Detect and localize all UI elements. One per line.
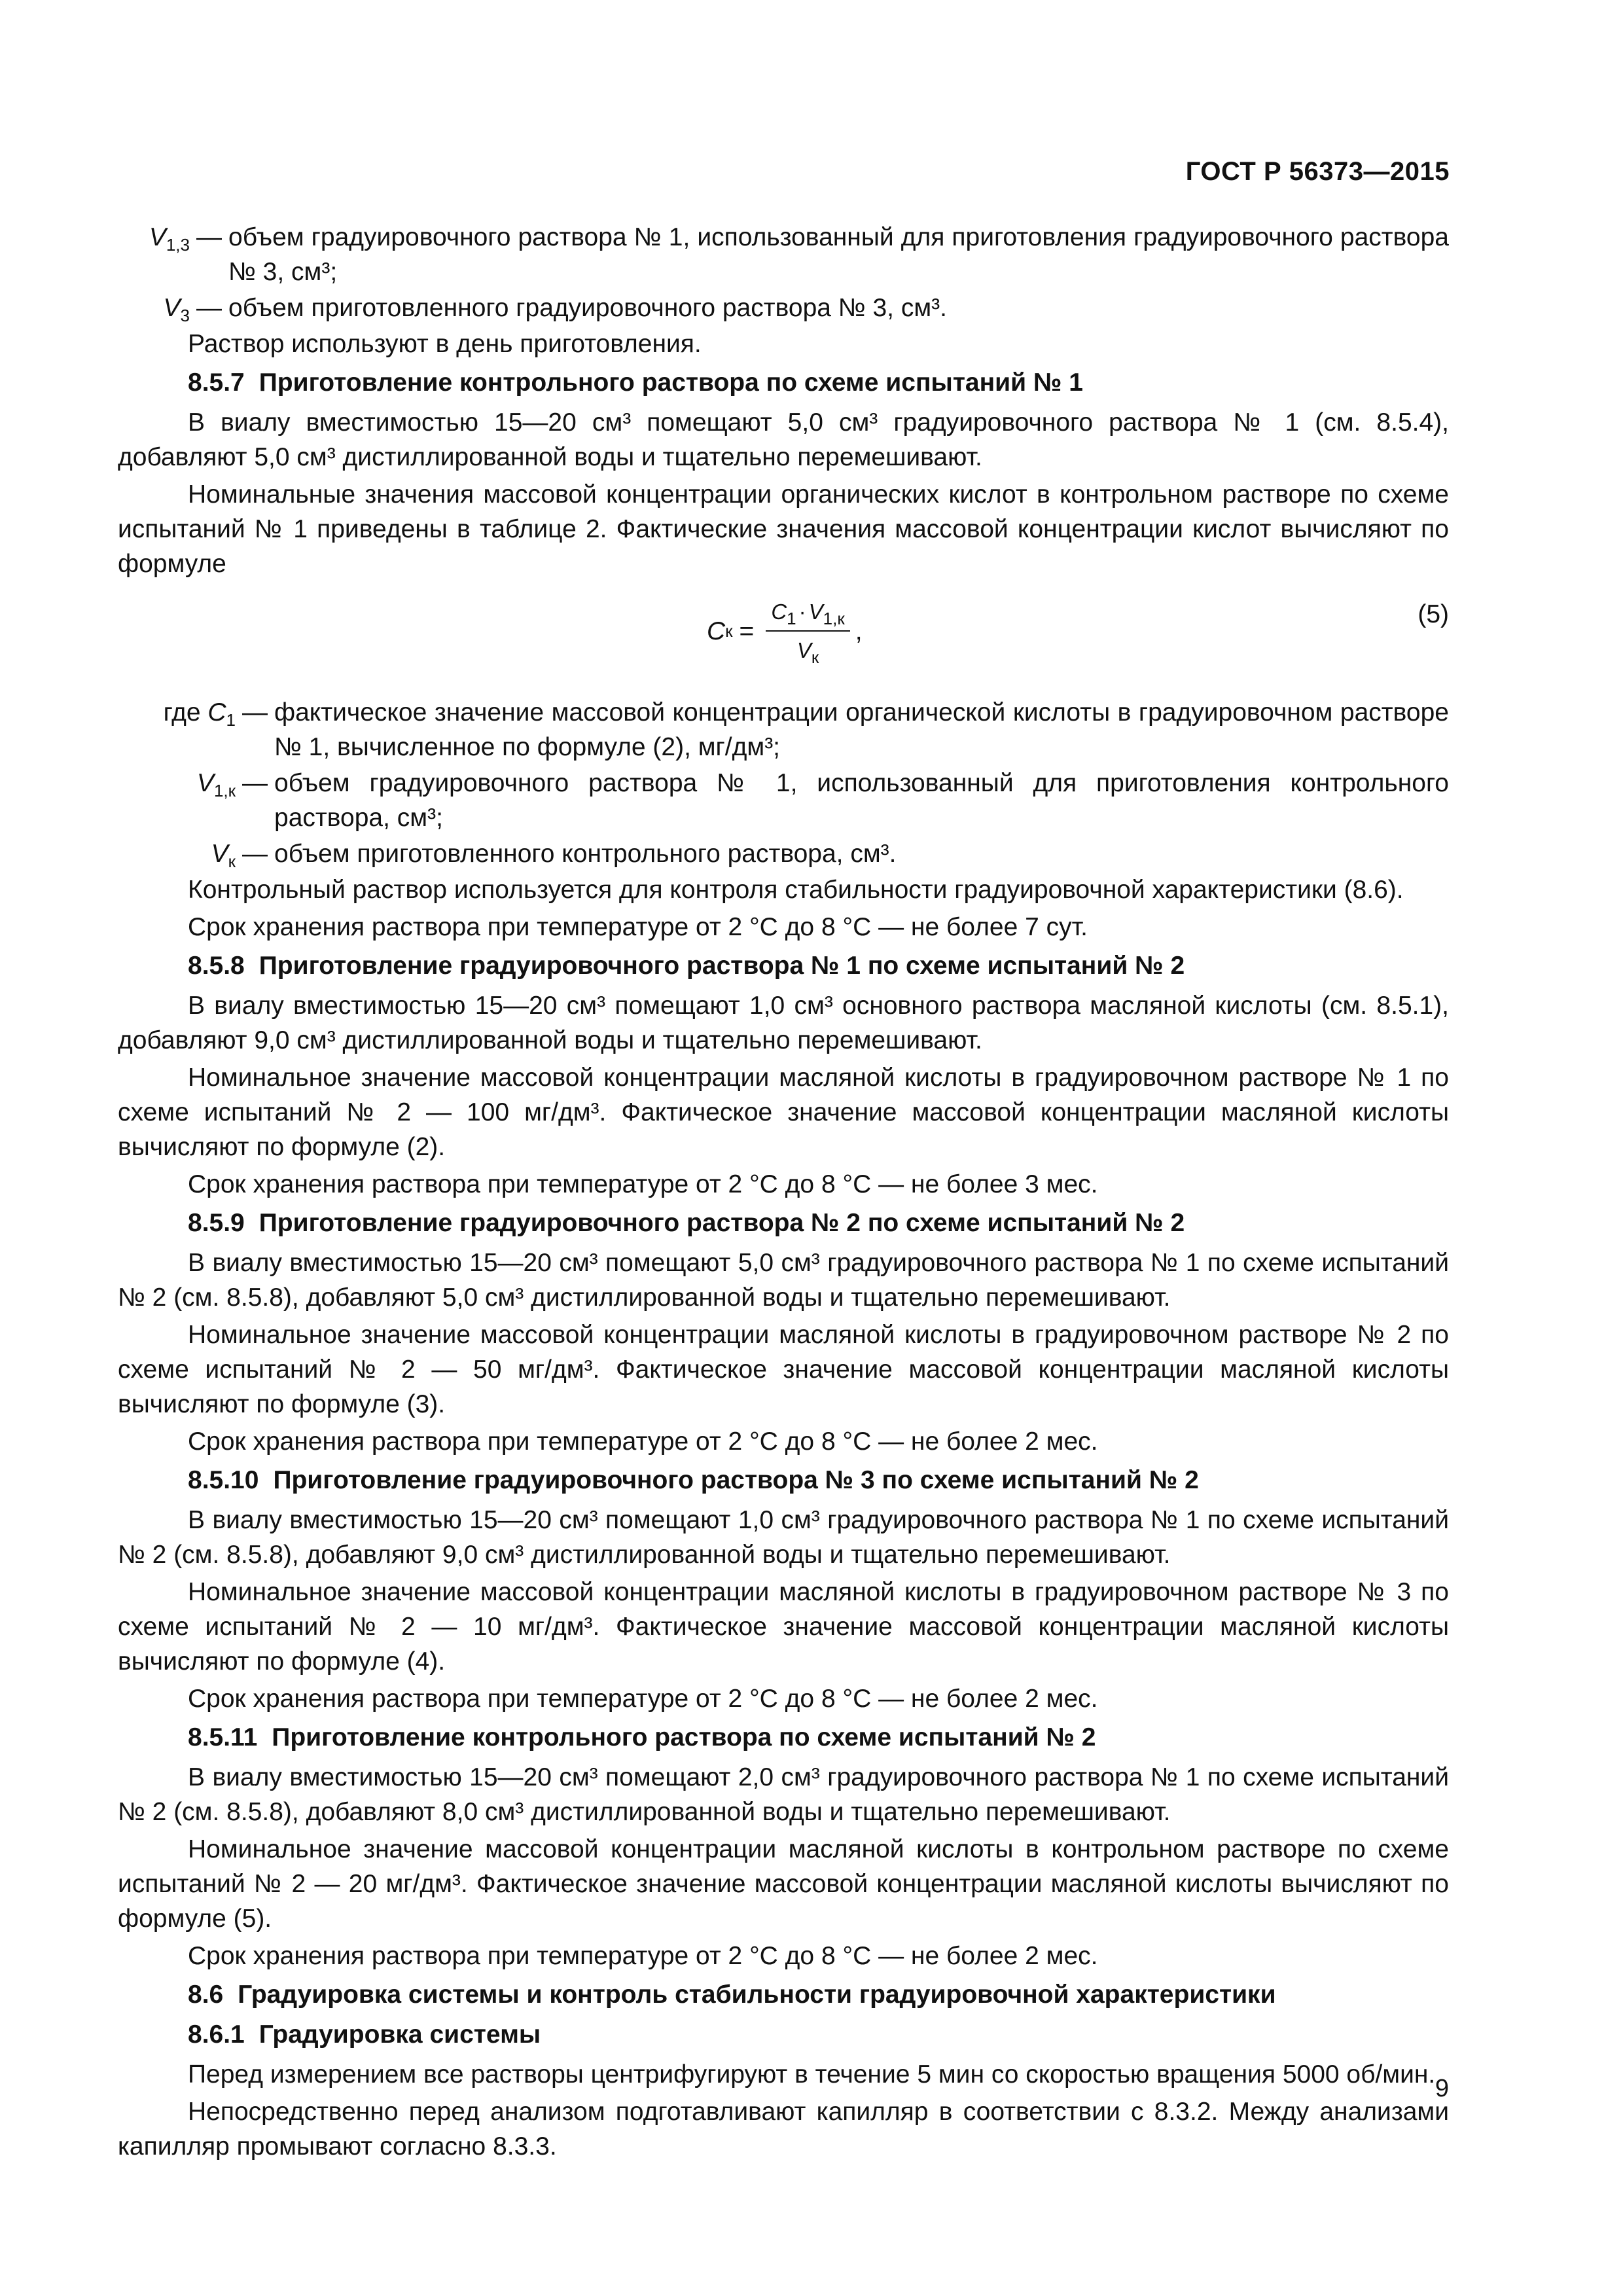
paragraph: В виалу вместимостью 15—20 см³ помещают 5,0 см³ градуировочного раствора № 1 по схеме испытаний № 2 (см. 8.5.8), добавляют 5,0 см³ дистиллированной воды и тщательно перемешивают.: [118, 1249, 1449, 1312]
formula-fraction: [766, 594, 849, 668]
paragraph: Номинальное значение массовой концентрации масляной кислоты в контрольном растворе по схеме испытаний № 2 — 20 мг/дм³. Фактическое значение массовой концентрации масляной кислоты вычисляют по формуле (5).: [118, 1835, 1449, 1933]
variable-text: объем приготовленного градуировочного раствора № 3, см³.: [228, 294, 947, 322]
paragraph: Номинальное значение массовой концентрации масляной кислоты в градуировочном растворе № 3 по схеме испытаний № 2 — 10 мг/дм³. Фактическое значение массовой концентрации масляной кислоты вычисляют по формуле (4).: [118, 1578, 1449, 1676]
paragraph: В виалу вместимостью 15—20 см³ помещают 1,0 см³ градуировочного раствора № 1 по схеме испытаний № 2 (см. 8.5.8), добавляют 9,0 см³ дистиллированной воды и тщательно перемешивают.: [118, 1506, 1449, 1569]
variable-text: объем градуировочного раствора № 1, использованный для приготовления градуировочного раствора № 3, см³;: [228, 223, 1449, 286]
fraction-numerator: $C_1 \cdot V_{1,к}$: [766, 594, 849, 632]
section-heading-8-6: 8.6 Градуировка системы и контроль стабильности градуировочной характеристики: [188, 1981, 1276, 2009]
paragraph: Срок хранения раствора при температуре от 2 °С до 8 °С — не более 2 мес.: [188, 1942, 1098, 1970]
paragraph: Перед измерением все растворы центрифугируют в течение 5 мин со скоростью вращения 5000 об/мин.: [188, 2060, 1436, 2089]
paragraph: В виалу вместимостью 15—20 см³ помещают 1,0 см³ основного раствора масляной кислоты (см. 8.5.1), добавляют 9,0 см³ дистиллированной воды и тщательно перемешивают.: [118, 992, 1449, 1054]
section-heading-8-5-9: 8.5.9 Приготовление градуировочного раствора № 2 по схеме испытаний № 2: [188, 1209, 1185, 1237]
variable-definition: $V_{1,3}$ — объем градуировочного раствора № 1, использованный для приготовления градуировочного раствора № 3, см³;: [118, 220, 1449, 289]
paragraph: Контрольный раствор используется для контроля стабильности градуировочной характеристики (8.6).: [188, 876, 1404, 904]
paragraph: Номинальные значения массовой концентрации органических кислот в контрольном растворе по схеме испытаний № 1 приведены в таблице 2. Фактические значения массовой концентрации кислот вычисляют по формуле: [118, 480, 1449, 578]
paragraph: Номинальное значение массовой концентрации масляной кислоты в градуировочном растворе № 2 по схеме испытаний № 2 — 50 мг/дм³. Фактическое значение массовой концентрации масляной кислоты вычисляют по формуле (3).: [118, 1321, 1449, 1418]
section-heading-8-5-11: 8.5.11 Приготовление контрольного раствора по схеме испытаний № 2: [188, 1723, 1096, 1751]
section-heading-8-5-7: 8.5.7 Приготовление контрольного раствора по схеме испытаний № 1: [188, 368, 1083, 397]
paragraph: В виалу вместимостью 15—20 см³ помещают 2,0 см³ градуировочного раствора № 1 по схеме испытаний № 2 (см. 8.5.8), добавляют 8,0 см³ дистиллированной воды и тщательно перемешивают.: [118, 1763, 1449, 1826]
paragraph: Срок хранения раствора при температуре от 2 °С до 8 °С — не более 2 мес.: [188, 1685, 1098, 1713]
variable-text: фактическое значение массовой концентрации органической кислоты в градуировочном растворе № 1, вычисленное по формуле (2), мг/дм³;: [274, 698, 1449, 761]
section-heading-8-5-8: 8.5.8 Приготовление градуировочного раствора № 1 по схеме испытаний № 2: [188, 952, 1185, 980]
formula-expression: C к = $\frac{C_1 \cdot V_{1,к}}{V_к}$ ,: [707, 594, 863, 668]
variable-definition: где $C_1$ — фактическое значение массовой концентрации органической кислоты в градуировочном растворе № 1, вычисленное по формуле (2), мг/дм³;: [118, 695, 1449, 764]
section-heading-8-5-10: 8.5.10 Приготовление градуировочного раствора № 3 по схеме испытаний № 2: [188, 1466, 1199, 1494]
paragraph: Срок хранения раствора при температуре от 2 °С до 8 °С — не более 3 мес.: [188, 1170, 1098, 1198]
paragraph: В виалу вместимостью 15—20 см³ помещают 5,0 см³ градуировочного раствора № 1 (см. 8.5.4), добавляют 5,0 см³ дистиллированной воды и тщательно перемешивают.: [118, 408, 1449, 471]
variable-definition: $V_к$ — объем приготовленного контрольного раствора, см³.: [118, 836, 1449, 871]
formula-5: [118, 590, 1449, 689]
variable-symbol: $V_{1,к}$: [196, 769, 236, 800]
variable-symbol: $V_3$: [163, 294, 190, 325]
variable-text: объем приготовленного контрольного раствора, см³.: [274, 840, 897, 868]
variable-symbol: $V_к$: [211, 840, 236, 871]
variable-symbol: где $C_1$: [163, 698, 236, 730]
section-heading-8-6-1: 8.6.1 Градуировка системы: [188, 2020, 541, 2049]
variable-symbol: $V_{1,3}$: [149, 223, 190, 255]
paragraph: Раствор используют в день приготовления.: [188, 330, 702, 358]
page-content: [118, 220, 1449, 2166]
variable-definition: $V_3$ — объем приготовленного градуировочного раствора № 3, см³.: [118, 291, 1449, 325]
variable-definition: $V_{1,к}$ — объем градуировочного раствора № 1, использованный для приготовления контрольного раствора, см³;: [118, 766, 1449, 835]
fraction-denominator: $V_к$: [796, 638, 819, 667]
page-number: 9: [1435, 2075, 1449, 2102]
formula-number: (5): [1418, 600, 1449, 628]
paragraph: Номинальное значение массовой концентрации масляной кислоты в градуировочном растворе № 1 по схеме испытаний № 2 — 100 мг/дм³. Фактическое значение массовой концентрации масляной кислоты вычисляют по формуле (2).: [118, 1064, 1449, 1161]
paragraph: Срок хранения раствора при температуре от 2 °С до 8 °С — не более 2 мес.: [188, 1427, 1098, 1456]
variable-text: объем градуировочного раствора № 1, использованный для приготовления контрольного раствора, см³;: [274, 769, 1449, 832]
paragraph: Непосредственно перед анализом подготавливают капилляр в соответствии с 8.3.2. Между анализами капилляр промывают согласно 8.3.3.: [118, 2098, 1449, 2161]
paragraph: Срок хранения раствора при температуре от 2 °С до 8 °С — не более 7 сут.: [188, 913, 1088, 941]
standard-header: ГОСТ Р 56373—2015: [1185, 157, 1450, 186]
